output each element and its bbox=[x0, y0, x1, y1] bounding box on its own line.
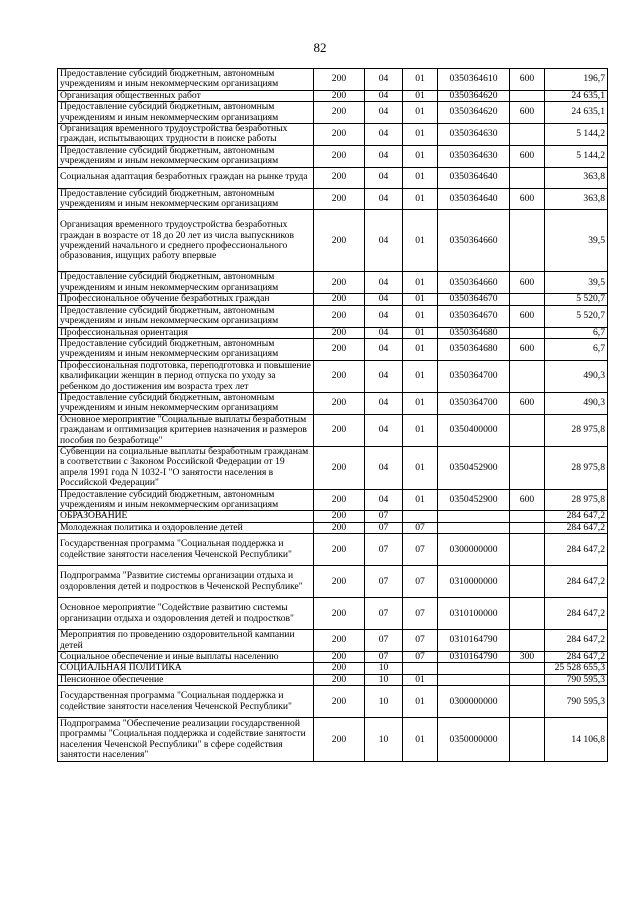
row-grbs: 200 bbox=[314, 598, 365, 630]
table-row bbox=[58, 69, 608, 91]
row-subsection: 01 bbox=[403, 327, 438, 338]
row-target-article: 0350364610 bbox=[438, 69, 510, 91]
row-target-article: 0350364700 bbox=[438, 360, 510, 392]
row-grbs: 200 bbox=[314, 652, 365, 663]
row-section: 10 bbox=[365, 663, 403, 674]
row-section: 04 bbox=[365, 414, 403, 446]
row-target-article: 0350364630 bbox=[438, 145, 510, 167]
row-amount: 24 635,1 bbox=[545, 90, 608, 101]
row-name: Предоставление субсидий бюджетным, автономным учреждениям и иным некоммерческим организациям bbox=[58, 272, 314, 294]
row-amount: 6,7 bbox=[545, 327, 608, 338]
page-number: 82 bbox=[313, 40, 327, 55]
row-grbs: 200 bbox=[314, 124, 365, 146]
row-name: Организация временного трудоустройства безработных граждан, испытывающих трудности в поиске работы bbox=[58, 124, 314, 146]
row-subsection: 01 bbox=[403, 489, 438, 511]
row-section: 04 bbox=[365, 360, 403, 392]
row-subsection: 01 bbox=[403, 102, 438, 124]
table-row bbox=[58, 686, 608, 718]
row-expense-type: 600 bbox=[510, 489, 545, 511]
row-expense-type: 600 bbox=[510, 188, 545, 210]
row-section: 10 bbox=[365, 674, 403, 685]
row-expense-type bbox=[510, 598, 545, 630]
row-grbs: 200 bbox=[314, 338, 365, 360]
row-target-article bbox=[438, 522, 510, 533]
row-subsection: 07 bbox=[403, 522, 438, 533]
row-grbs: 200 bbox=[314, 534, 365, 566]
row-grbs: 200 bbox=[314, 718, 365, 762]
table-row bbox=[58, 305, 608, 327]
table-row bbox=[58, 272, 608, 294]
row-grbs: 200 bbox=[314, 392, 365, 414]
row-expense-type bbox=[510, 327, 545, 338]
row-section: 04 bbox=[365, 338, 403, 360]
row-section: 07 bbox=[365, 598, 403, 630]
row-name: Субвенции на социальные выплаты безработным гражданам в соответствии с Законом Российской Федерации от 19 апреля 1991 года N 1032-I "О занятости населения в Российской Федерации" bbox=[58, 446, 314, 489]
row-subsection: 01 bbox=[403, 69, 438, 91]
row-section: 04 bbox=[365, 124, 403, 146]
row-target-article: 0350364670 bbox=[438, 294, 510, 305]
table-row bbox=[58, 338, 608, 360]
row-grbs: 200 bbox=[314, 272, 365, 294]
row-name: Профессиональная ориентация bbox=[58, 327, 314, 338]
row-section: 10 bbox=[365, 718, 403, 762]
row-amount: 5 144,2 bbox=[545, 124, 608, 146]
row-name: Мероприятия по проведению оздоровительной кампании детей bbox=[58, 630, 314, 652]
row-name: Подпрограмма "Развитие системы организации отдыха и оздоровления детей и подростков в Чеченской Республике" bbox=[58, 566, 314, 598]
row-name: Основное мероприятие "Содействие развитию системы организации отдыха и оздоровления детей и подростков" bbox=[58, 598, 314, 630]
row-expense-type bbox=[510, 674, 545, 685]
table-row bbox=[58, 630, 608, 652]
row-target-article: 0350364660 bbox=[438, 272, 510, 294]
table-row bbox=[58, 566, 608, 598]
row-name: Предоставление субсидий бюджетным, автономным учреждениям и иным некоммерческим организациям bbox=[58, 145, 314, 167]
row-section: 04 bbox=[365, 272, 403, 294]
row-target-article: 0350364640 bbox=[438, 188, 510, 210]
row-target-article: 0310100000 bbox=[438, 598, 510, 630]
row-grbs: 200 bbox=[314, 522, 365, 533]
row-target-article: 0350364700 bbox=[438, 392, 510, 414]
row-expense-type bbox=[510, 294, 545, 305]
row-amount: 490,3 bbox=[545, 392, 608, 414]
row-name: Государственная программа "Социальная поддержка и содействие занятости населения Чеченской Республики" bbox=[58, 686, 314, 718]
row-subsection: 07 bbox=[403, 630, 438, 652]
row-section: 07 bbox=[365, 511, 403, 522]
row-expense-type bbox=[510, 522, 545, 533]
row-subsection: 01 bbox=[403, 90, 438, 101]
row-section: 04 bbox=[365, 489, 403, 511]
row-subsection: 01 bbox=[403, 674, 438, 685]
row-expense-type: 600 bbox=[510, 69, 545, 91]
row-name: Социальное обеспечение и иные выплаты населению bbox=[58, 652, 314, 663]
row-name: Профессиональная подготовка, переподготовка и повышение квалификации женщин в период отпуска по уходу за ребенком до достижения им возраста трех лет bbox=[58, 360, 314, 392]
row-name: Предоставление субсидий бюджетным, автономным учреждениям и иным некоммерческим организациям bbox=[58, 69, 314, 91]
row-amount: 284 647,2 bbox=[545, 598, 608, 630]
row-section: 04 bbox=[365, 145, 403, 167]
row-amount: 790 595,3 bbox=[545, 686, 608, 718]
row-amount: 24 635,1 bbox=[545, 102, 608, 124]
row-amount: 25 528 655,3 bbox=[545, 663, 608, 674]
row-expense-type bbox=[510, 414, 545, 446]
row-target-article: 0350452900 bbox=[438, 446, 510, 489]
row-amount: 196,7 bbox=[545, 69, 608, 91]
row-target-article: 0350364620 bbox=[438, 102, 510, 124]
row-grbs: 200 bbox=[314, 294, 365, 305]
row-expense-type bbox=[510, 167, 545, 188]
table-row bbox=[58, 167, 608, 188]
row-section: 04 bbox=[365, 294, 403, 305]
row-grbs: 200 bbox=[314, 414, 365, 446]
row-expense-type bbox=[510, 534, 545, 566]
row-section: 04 bbox=[365, 210, 403, 272]
row-expense-type bbox=[510, 718, 545, 762]
row-expense-type bbox=[510, 630, 545, 652]
row-expense-type: 600 bbox=[510, 145, 545, 167]
row-subsection: 01 bbox=[403, 294, 438, 305]
row-subsection: 01 bbox=[403, 188, 438, 210]
row-subsection: 07 bbox=[403, 566, 438, 598]
row-subsection bbox=[403, 511, 438, 522]
table-row bbox=[58, 327, 608, 338]
row-subsection: 01 bbox=[403, 392, 438, 414]
row-amount: 284 647,2 bbox=[545, 652, 608, 663]
row-expense-type bbox=[510, 511, 545, 522]
row-amount: 5 520,7 bbox=[545, 294, 608, 305]
row-subsection: 07 bbox=[403, 534, 438, 566]
row-section: 07 bbox=[365, 566, 403, 598]
row-subsection: 01 bbox=[403, 305, 438, 327]
row-amount: 39,5 bbox=[545, 210, 608, 272]
row-section: 04 bbox=[365, 392, 403, 414]
table-row bbox=[58, 652, 608, 663]
row-subsection: 01 bbox=[403, 210, 438, 272]
row-name: Государственная программа "Социальная поддержка и содействие занятости населения Чеченской Республики" bbox=[58, 534, 314, 566]
row-amount: 284 647,2 bbox=[545, 566, 608, 598]
row-section: 07 bbox=[365, 522, 403, 533]
row-expense-type bbox=[510, 663, 545, 674]
table-row bbox=[58, 674, 608, 685]
row-amount: 790 595,3 bbox=[545, 674, 608, 685]
row-expense-type: 600 bbox=[510, 392, 545, 414]
row-subsection bbox=[403, 663, 438, 674]
row-section: 07 bbox=[365, 652, 403, 663]
row-grbs: 200 bbox=[314, 69, 365, 91]
table-row bbox=[58, 392, 608, 414]
row-name: Предоставление субсидий бюджетным, автономным учреждениям и иным некоммерческим организациям bbox=[58, 305, 314, 327]
row-subsection: 01 bbox=[403, 167, 438, 188]
row-expense-type bbox=[510, 566, 545, 598]
row-expense-type: 600 bbox=[510, 102, 545, 124]
table-row bbox=[58, 446, 608, 489]
row-target-article: 0300000000 bbox=[438, 686, 510, 718]
table-row bbox=[58, 663, 608, 674]
row-expense-type: 300 bbox=[510, 652, 545, 663]
table-row bbox=[58, 294, 608, 305]
row-name: Предоставление субсидий бюджетным, автономным учреждениям и иным некоммерческим организациям bbox=[58, 188, 314, 210]
row-expense-type bbox=[510, 210, 545, 272]
row-target-article: 0350364640 bbox=[438, 167, 510, 188]
row-target-article: 0350000000 bbox=[438, 718, 510, 762]
table-row bbox=[58, 188, 608, 210]
row-name: Предоставление субсидий бюджетным, автономным учреждениям и иным некоммерческим организациям bbox=[58, 489, 314, 511]
table-row bbox=[58, 534, 608, 566]
table-row bbox=[58, 718, 608, 762]
row-subsection: 07 bbox=[403, 652, 438, 663]
row-target-article bbox=[438, 511, 510, 522]
row-section: 04 bbox=[365, 90, 403, 101]
row-target-article: 0310164790 bbox=[438, 630, 510, 652]
table-row bbox=[58, 145, 608, 167]
row-grbs: 200 bbox=[314, 511, 365, 522]
row-section: 07 bbox=[365, 534, 403, 566]
row-section: 04 bbox=[365, 167, 403, 188]
table-row bbox=[58, 511, 608, 522]
table-row bbox=[58, 90, 608, 101]
row-section: 04 bbox=[365, 327, 403, 338]
row-expense-type bbox=[510, 446, 545, 489]
row-target-article bbox=[438, 674, 510, 685]
row-expense-type bbox=[510, 124, 545, 146]
row-section: 04 bbox=[365, 102, 403, 124]
row-name: Подпрограмма "Обеспечение реализации государственной программы "Социальная поддержка и содействие занятости населения Чеченской Республики" в сфере содействия занятости населения" bbox=[58, 718, 314, 762]
row-grbs: 200 bbox=[314, 630, 365, 652]
row-amount: 5 520,7 bbox=[545, 305, 608, 327]
row-section: 04 bbox=[365, 188, 403, 210]
row-amount: 14 106,8 bbox=[545, 718, 608, 762]
row-name: Профессиональное обучение безработных граждан bbox=[58, 294, 314, 305]
row-amount: 490,3 bbox=[545, 360, 608, 392]
row-target-article: 0350452900 bbox=[438, 489, 510, 511]
row-name: Основное мероприятие "Социальные выплаты безработным гражданам и оптимизация критериев назначения и размеров пособия по безработице" bbox=[58, 414, 314, 446]
row-grbs: 200 bbox=[314, 327, 365, 338]
row-grbs: 200 bbox=[314, 188, 365, 210]
row-expense-type bbox=[510, 360, 545, 392]
row-amount: 28 975,8 bbox=[545, 489, 608, 511]
row-name: Социальная адаптация безработных граждан на рынке труда bbox=[58, 167, 314, 188]
row-amount: 39,5 bbox=[545, 272, 608, 294]
row-grbs: 200 bbox=[314, 674, 365, 685]
row-amount: 284 647,2 bbox=[545, 511, 608, 522]
row-target-article: 0350364670 bbox=[438, 305, 510, 327]
row-section: 10 bbox=[365, 686, 403, 718]
row-subsection: 01 bbox=[403, 124, 438, 146]
table-row bbox=[58, 598, 608, 630]
row-amount: 28 975,8 bbox=[545, 414, 608, 446]
row-amount: 5 144,2 bbox=[545, 145, 608, 167]
table-row bbox=[58, 522, 608, 533]
row-name: Молодежная политика и оздоровление детей bbox=[58, 522, 314, 533]
row-expense-type: 600 bbox=[510, 272, 545, 294]
row-subsection: 01 bbox=[403, 145, 438, 167]
row-section: 07 bbox=[365, 630, 403, 652]
row-expense-type bbox=[510, 686, 545, 718]
row-amount: 284 647,2 bbox=[545, 534, 608, 566]
row-grbs: 200 bbox=[314, 360, 365, 392]
row-grbs: 200 bbox=[314, 305, 365, 327]
row-name: Пенсионное обеспечение bbox=[58, 674, 314, 685]
row-section: 04 bbox=[365, 446, 403, 489]
table-row bbox=[58, 102, 608, 124]
row-amount: 363,8 bbox=[545, 188, 608, 210]
row-subsection: 01 bbox=[403, 414, 438, 446]
row-grbs: 200 bbox=[314, 663, 365, 674]
row-name: ОБРАЗОВАНИЕ bbox=[58, 511, 314, 522]
row-name: Организация общественных работ bbox=[58, 90, 314, 101]
row-target-article: 0350364660 bbox=[438, 210, 510, 272]
row-subsection: 01 bbox=[403, 446, 438, 489]
row-subsection: 01 bbox=[403, 718, 438, 762]
budget-table-body bbox=[58, 69, 608, 762]
row-grbs: 200 bbox=[314, 446, 365, 489]
budget-table bbox=[57, 68, 608, 762]
row-grbs: 200 bbox=[314, 90, 365, 101]
row-amount: 6,7 bbox=[545, 338, 608, 360]
row-name: Организация временного трудоустройства безработных граждан в возрасте от 18 до 20 лет из числа выпускников учреждений начального и среднего профессионального образования, ищущих работу впервые bbox=[58, 210, 314, 272]
row-target-article: 0350364620 bbox=[438, 90, 510, 101]
row-name: Предоставление субсидий бюджетным, автономным учреждениям и иным некоммерческим организациям bbox=[58, 392, 314, 414]
row-target-article: 0300000000 bbox=[438, 534, 510, 566]
row-section: 04 bbox=[365, 69, 403, 91]
row-target-article: 0310164790 bbox=[438, 652, 510, 663]
row-name: Предоставление субсидий бюджетным, автономным учреждениям и иным некоммерческим организациям bbox=[58, 338, 314, 360]
row-grbs: 200 bbox=[314, 489, 365, 511]
row-name: СОЦИАЛЬНАЯ ПОЛИТИКА bbox=[58, 663, 314, 674]
table-row bbox=[58, 489, 608, 511]
table-row bbox=[58, 360, 608, 392]
row-subsection: 01 bbox=[403, 360, 438, 392]
row-target-article: 0350364680 bbox=[438, 338, 510, 360]
row-amount: 363,8 bbox=[545, 167, 608, 188]
row-target-article bbox=[438, 663, 510, 674]
row-grbs: 200 bbox=[314, 102, 365, 124]
row-amount: 28 975,8 bbox=[545, 446, 608, 489]
row-grbs: 200 bbox=[314, 566, 365, 598]
row-subsection: 01 bbox=[403, 686, 438, 718]
row-subsection: 01 bbox=[403, 272, 438, 294]
table-row bbox=[58, 124, 608, 146]
row-grbs: 200 bbox=[314, 145, 365, 167]
row-target-article: 0350364680 bbox=[438, 327, 510, 338]
row-subsection: 01 bbox=[403, 338, 438, 360]
row-expense-type: 600 bbox=[510, 338, 545, 360]
row-grbs: 200 bbox=[314, 686, 365, 718]
row-amount: 284 647,2 bbox=[545, 630, 608, 652]
row-section: 04 bbox=[365, 305, 403, 327]
row-target-article: 0310000000 bbox=[438, 566, 510, 598]
row-target-article: 0350364630 bbox=[438, 124, 510, 146]
table-row bbox=[58, 210, 608, 272]
row-expense-type bbox=[510, 90, 545, 101]
row-subsection: 07 bbox=[403, 598, 438, 630]
row-expense-type: 600 bbox=[510, 305, 545, 327]
row-name: Предоставление субсидий бюджетным, автономным учреждениям и иным некоммерческим организациям bbox=[58, 102, 314, 124]
table-row bbox=[58, 414, 608, 446]
row-target-article: 0350400000 bbox=[438, 414, 510, 446]
row-amount: 284 647,2 bbox=[545, 522, 608, 533]
row-grbs: 200 bbox=[314, 167, 365, 188]
row-grbs: 200 bbox=[314, 210, 365, 272]
